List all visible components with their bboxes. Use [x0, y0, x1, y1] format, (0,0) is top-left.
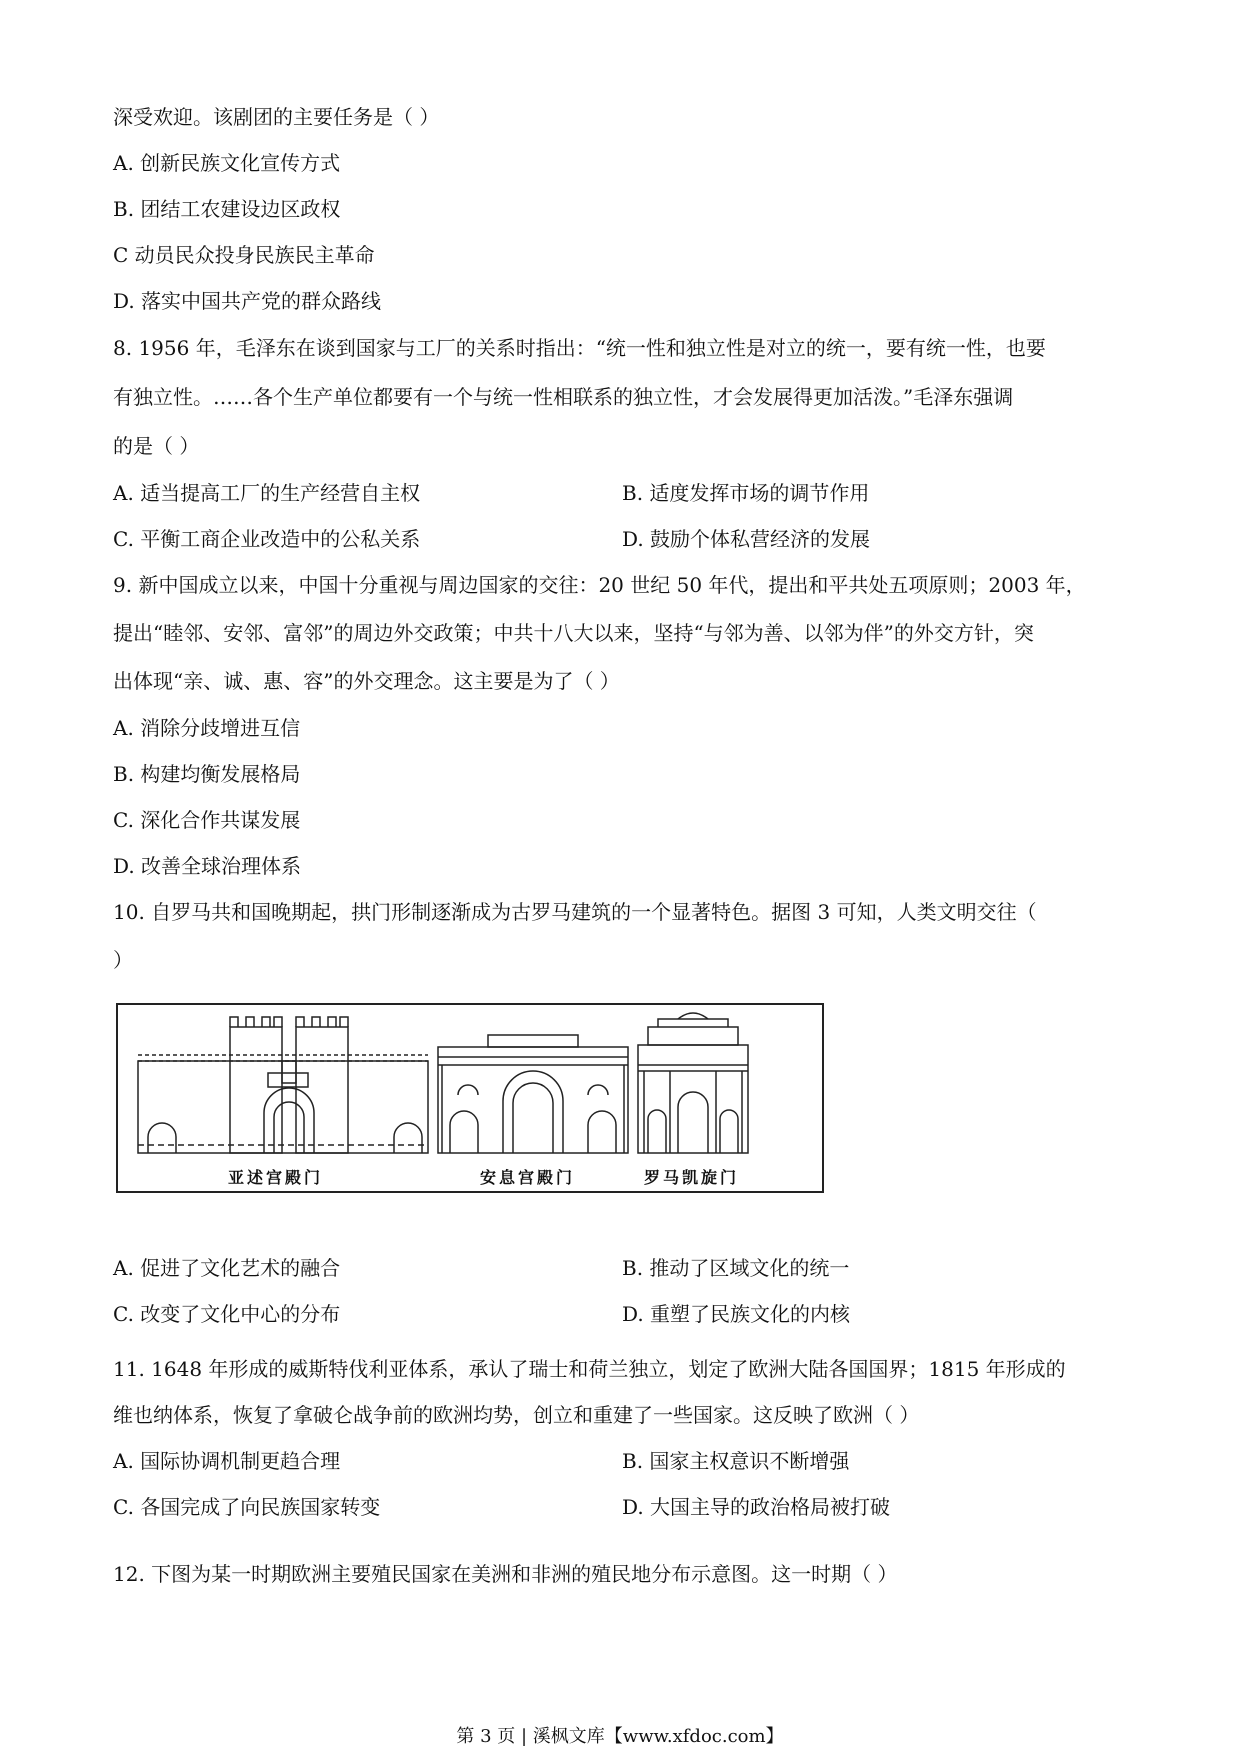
- q10-option-a: A. 促进了文化艺术的融合: [113, 1256, 341, 1280]
- q11-option-b: B. 国家主权意识不断增强: [622, 1449, 850, 1473]
- q8-stem-line1: 8. 1956 年，毛泽东在谈到国家与工厂的关系时指出：“统一性和独立性是对立的统一，要有统一性，也要: [113, 336, 1046, 360]
- q11-stem-line1: 11. 1648 年形成的威斯特伐利亚体系，承认了瑞士和荷兰独立，划定了欧洲大陆各国国界；1815 年形成的: [113, 1357, 1066, 1381]
- roman-arch-drawing: [638, 1013, 748, 1153]
- q8-stem-line2: 有独立性。……各个生产单位都要有一个与统一性相联系的独立性，才会发展得更加活泼。”毛泽东强调: [113, 385, 1014, 409]
- q10-stem-line2: ）: [113, 948, 133, 972]
- caption-roman-arch: 罗马凯旋门: [644, 1168, 740, 1187]
- q7-option-b: B. 团结工农建设边区政权: [113, 197, 341, 221]
- q9-stem-line1: 9. 新中国成立以来，中国十分重视与周边国家的交往：20 世纪 50 年代，提出和平共处五项原则；2003 年，: [113, 573, 1086, 597]
- q10-stem-line1: 10. 自罗马共和国晚期起，拱门形制逐渐成为古罗马建筑的一个显著特色。据图 3 可知，人类文明交往（: [113, 900, 1037, 924]
- q10-option-c: C. 改变了文化中心的分布: [113, 1302, 341, 1326]
- caption-parthian-gate: 安息宫殿门: [480, 1168, 576, 1187]
- q9-option-b: B. 构建均衡发展格局: [113, 762, 301, 786]
- q7-option-a: A. 创新民族文化宣传方式: [113, 151, 341, 175]
- page-footer: 第 3 页 | 溪枫文库【www.xfdoc.com】: [456, 1726, 784, 1747]
- figure-3-gates: [116, 1003, 824, 1193]
- q9-option-c: C. 深化合作共谋发展: [113, 808, 301, 832]
- q12-stem-line1: 12. 下图为某一时期欧洲主要殖民国家在美洲和非洲的殖民地分布示意图。这一时期（ ）: [113, 1562, 898, 1586]
- q7-option-c: C 动员民众投身民族民主革命: [113, 243, 375, 267]
- q10-option-b: B. 推动了区域文化的统一: [622, 1256, 850, 1280]
- q11-option-d: D. 大国主导的政治格局被打破: [622, 1495, 891, 1519]
- parthian-gate-drawing: [438, 1035, 628, 1153]
- q9-stem-line2: 提出“睦邻、安邻、富邻”的周边外交政策；中共十八大以来，坚持“与邻为善、以邻为伴”的外交方针，突: [113, 621, 1034, 645]
- q11-option-c: C. 各国完成了向民族国家转变: [113, 1495, 381, 1519]
- caption-assyrian-gate: 亚述宫殿门: [228, 1168, 324, 1187]
- q7-option-d: D. 落实中国共产党的群众路线: [113, 289, 382, 313]
- q9-stem-line3: 出体现“亲、诚、惠、容”的外交理念。这主要是为了（ ）: [113, 669, 620, 693]
- q8-stem-line3: 的是（ ）: [113, 434, 200, 458]
- gate-drawings: [118, 1005, 822, 1191]
- q10-option-d: D. 重塑了民族文化的内核: [622, 1302, 851, 1326]
- q8-option-c: C. 平衡工商企业改造中的公私关系: [113, 527, 421, 551]
- q11-option-a: A. 国际协调机制更趋合理: [113, 1449, 341, 1473]
- q11-stem-line2: 维也纳体系，恢复了拿破仑战争前的欧洲均势，创立和重建了一些国家。这反映了欧洲（ ）: [113, 1403, 920, 1427]
- q8-option-b: B. 适度发挥市场的调节作用: [622, 481, 870, 505]
- q8-option-d: D. 鼓励个体私营经济的发展: [622, 527, 871, 551]
- q8-option-a: A. 适当提高工厂的生产经营自主权: [113, 481, 421, 505]
- q9-option-a: A. 消除分歧增进互信: [113, 716, 301, 740]
- q9-option-d: D. 改善全球治理体系: [113, 854, 302, 878]
- q7-stem-tail: 深受欢迎。该剧团的主要任务是（ ）: [113, 105, 440, 129]
- assyrian-gate-drawing: [138, 1017, 428, 1153]
